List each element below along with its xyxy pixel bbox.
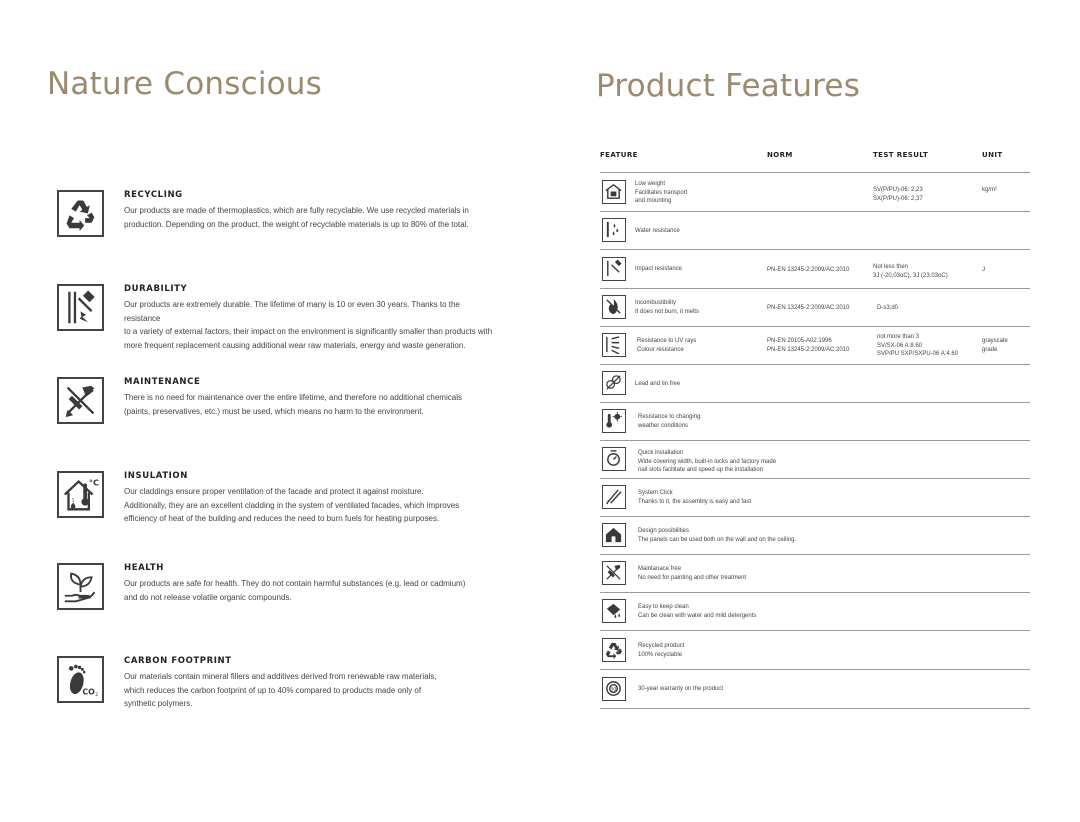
table-row xyxy=(600,479,1030,517)
feature-carbon-footprint xyxy=(57,656,497,716)
maintenance-text: There is no need for maintenance over the entire lifetime, and therefore no additional chemicals (paints, preservatives, etc.) must be used, which means no harm to the environment. xyxy=(124,393,462,416)
row-unit: grayscale grade xyxy=(982,338,1008,353)
svg-text:30: 30 xyxy=(610,687,617,693)
row-unit: kg/m² xyxy=(982,187,997,193)
row-norm: PN-EN 13245-2:2009/AC:2010 xyxy=(767,305,850,311)
insulation-text: Our claddings ensure proper ventilation of the facade and protect it against moisture. Additionally, they are an excellent cladding in the system of ventilated facades, which improves efficiency of heat of the building and reduces the need to burn fuels for heating purposes. xyxy=(124,487,460,523)
header-test-result: TEST RESULT xyxy=(873,151,929,159)
table-row xyxy=(600,250,1030,289)
table-row xyxy=(600,327,1030,365)
row-result: not more than 3 SV/SX-06 A:8.60 SVP/PU SXP/SXPU-06 A:4.60 xyxy=(877,334,959,357)
row-result: D-s3;d0 xyxy=(877,305,899,311)
table-row xyxy=(600,403,1030,441)
hand-leaves-icon xyxy=(57,563,104,610)
hammer-impact-icon xyxy=(57,284,104,331)
health-text: Our products are safe for health. They do not contain harmful substances (e.g. lead or cadmium) and do not release volatile organic compounds. xyxy=(124,579,466,602)
maintenance-heading: MAINTENANCE xyxy=(124,377,201,387)
row-feature: Water resistance xyxy=(635,228,680,234)
uv-rays-icon xyxy=(602,333,626,357)
header-feature: FEATURE xyxy=(600,151,638,159)
row-norm: PN-EN 20105-A02:1996 PN-EN 13245-2:2009/AC:2010 xyxy=(767,338,850,353)
svg-text:CO: CO xyxy=(82,687,95,697)
recycle-icon xyxy=(57,190,104,237)
table-row xyxy=(600,631,1030,670)
table-row xyxy=(600,670,1030,709)
svg-text:°C: °C xyxy=(88,477,99,488)
row-feature: System Click Thanks to it, the assembly is easy and fast xyxy=(638,490,752,505)
row-feature: Design possibilities The panels can be used both on the wall and on the ceiling. xyxy=(638,528,797,543)
row-norm: PN-EN 13245-2:2009/AC:2010 xyxy=(767,267,850,273)
feature-recycling xyxy=(57,190,497,250)
row-feature: Resistance to changing weather conditions xyxy=(638,414,701,429)
feature-maintenance xyxy=(57,377,497,437)
design-house-icon xyxy=(602,523,626,547)
no-paint-icon xyxy=(602,561,626,585)
row-result: Not less then 3J (-20,03oC), 3J (23,03oC) xyxy=(873,264,948,279)
recycling-text: Our products are made of thermoplastics, which are fully recyclable. We use recycled materials in production. Depending on the product, the weight of recyclable materials is up to 80% of the total. xyxy=(124,206,469,229)
water-drops-icon xyxy=(602,218,626,242)
footprint-co2-icon xyxy=(57,656,104,703)
nature-conscious-title: Nature Conscious xyxy=(47,66,323,102)
row-feature: Recycled product 100% recyclable xyxy=(638,643,685,658)
table-row xyxy=(600,173,1030,212)
table-row xyxy=(600,212,1030,250)
row-feature: Low weight Facilitates transport and mounting xyxy=(635,181,688,204)
table-row xyxy=(600,441,1030,479)
table-row xyxy=(600,289,1030,327)
header-unit: UNIT xyxy=(982,151,1003,159)
row-feature: Impact resistance xyxy=(635,266,683,272)
house-thermometer-icon xyxy=(57,471,104,518)
insulation-heading: INSULATION xyxy=(124,471,188,481)
weight-house-icon xyxy=(602,180,626,204)
row-feature: Incombustibility It does not burn, it melts xyxy=(635,300,700,315)
row-feature: Easy to keep clean Can be clean with water and mild detergents xyxy=(638,604,757,619)
carbon-footprint-text: Our materials contain mineral fillers and additives derived from renewable raw materials, which reduces the carbon footprint of up to 40% compared to products made only of synthetic polymers. xyxy=(124,672,437,708)
carbon-footprint-heading: CARBON FOOTPRINT xyxy=(124,656,232,666)
impact-hammer-icon xyxy=(602,257,626,281)
row-result: SV(P/PU)-06: 2,23 SX(P/PU)-06: 2,37 xyxy=(873,187,923,202)
feature-insulation xyxy=(57,471,497,531)
header-norm: NORM xyxy=(767,151,793,159)
table-row xyxy=(600,593,1030,631)
recycling-heading: RECYCLING xyxy=(124,190,183,200)
durability-text: Our products are extremely durable. The lifetime of many is 10 or even 30 years. Thanks to the resistance to a variety of external factors, their impact on the environment is significantly smaller than products with more frequent replacement causing additional wear raw materials, energy and waste generation. xyxy=(124,300,493,350)
row-feature: Resistance to UV rays Colour resistance xyxy=(637,338,697,353)
lead-tin-free-icon xyxy=(602,371,626,395)
row-feature: Quick installation Wide covering width, built-in locks and factory made nail slots facilitate and speed up the installation xyxy=(638,450,777,473)
flame-icon xyxy=(602,295,626,319)
feature-health xyxy=(57,563,497,623)
durability-heading: DURABILITY xyxy=(124,284,188,294)
health-heading: HEALTH xyxy=(124,563,165,573)
quick-install-icon xyxy=(602,447,626,471)
row-feature: Maintanace free No need for painting and other treatment xyxy=(638,566,747,581)
table-row xyxy=(600,555,1030,593)
row-feature: Lead and tin free xyxy=(635,381,681,387)
feature-durability xyxy=(57,284,497,350)
recycled-product-icon xyxy=(602,638,626,662)
svg-text:2: 2 xyxy=(95,693,99,698)
row-unit: J xyxy=(982,267,985,273)
weather-thermometer-icon xyxy=(602,409,626,433)
no-paintbrush-icon xyxy=(57,377,104,424)
easy-clean-icon xyxy=(602,599,626,623)
table-row xyxy=(600,365,1030,403)
row-feature: 30-year warranty on the product xyxy=(638,686,724,692)
warranty-icon xyxy=(602,677,626,701)
table-row xyxy=(600,517,1030,555)
system-click-icon xyxy=(602,485,626,509)
product-features-title: Product Features xyxy=(596,68,861,104)
